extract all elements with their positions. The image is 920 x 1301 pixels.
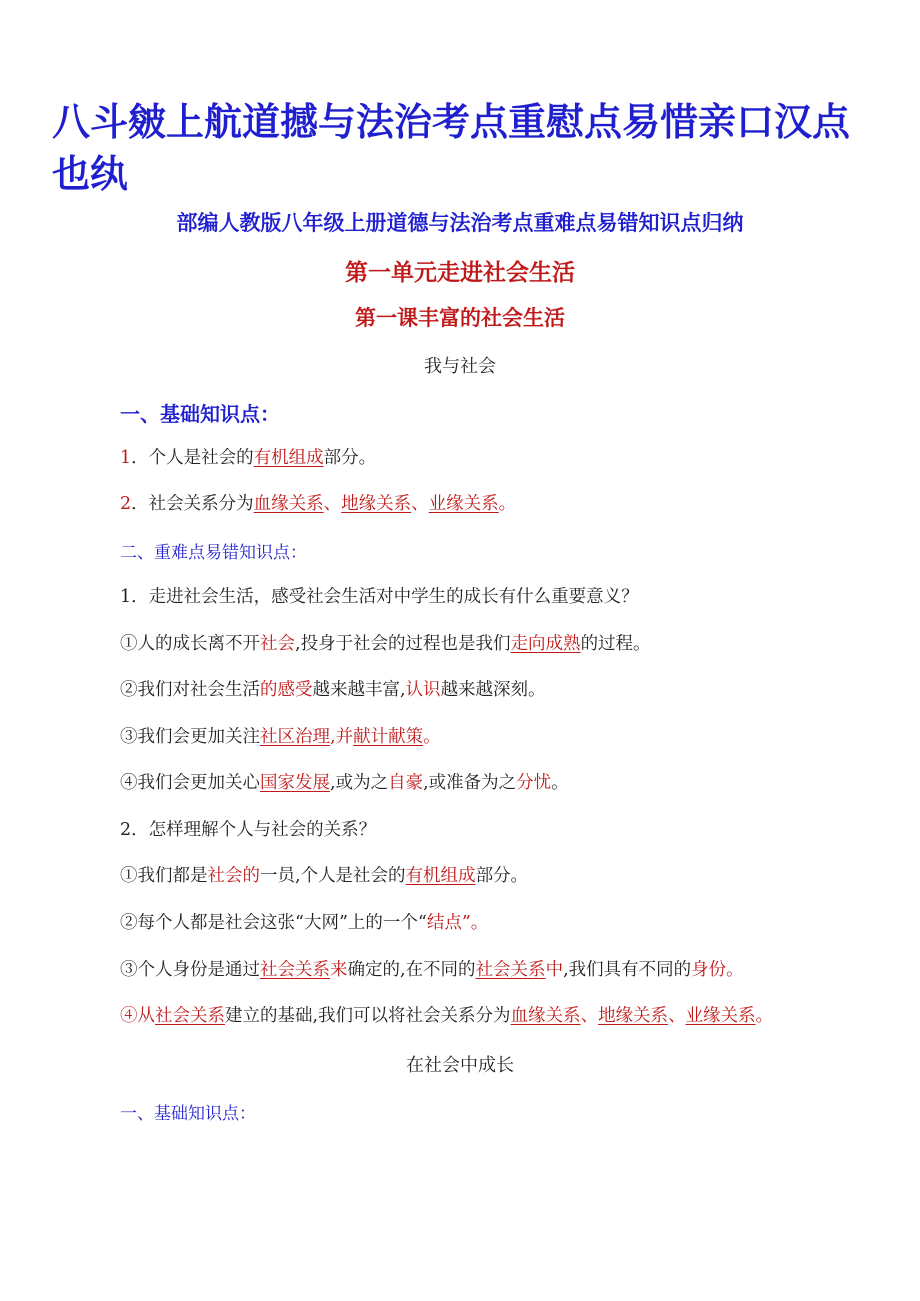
answer-1c: ③我们会更加关注社区治理,并献计献策。 (120, 727, 441, 747)
basic-knowledge-heading-2: 一、基础知识点： (120, 1104, 256, 1124)
basic-point-2: 2．社会关系分为血缘关系、地缘关系、业缘关系。 (120, 494, 517, 514)
answer-2c: ③个人身份是通过社会关系来确定的,在不同的社会关系中,我们具有不同的身份。 (120, 960, 744, 980)
question-2: 2．怎样理解个人与社会的关系？ (120, 820, 377, 840)
answer-1d: ④我们会更加关心国家发展,或为之自豪,或准备为之分忧。 (120, 773, 569, 793)
question-1: 1．走进社会生活，感受社会生活对中学生的成长有什么重要意义？ (120, 587, 639, 607)
answer-1a: ①人的成长离不开社会,投身于社会的过程也是我们走向成熟的过程。 (120, 634, 651, 654)
document-title: 部编人教版八年级上册道德与法治考点重难点易错知识点归纳 (176, 211, 744, 235)
lesson-title: 第一课丰富的社会生活 (355, 306, 565, 330)
basic-knowledge-heading: 一、基础知识点： (120, 402, 280, 426)
unit-title: 第一单元走进社会生活 (345, 260, 575, 286)
answer-2a: ①我们都是社会的一员,个人是社会的有机组成部分。 (120, 866, 529, 886)
hard-points-heading: 二、重难点易错知识点： (120, 543, 307, 563)
basic-point-1: 1．个人是社会的有机组成部分。 (120, 448, 377, 468)
point-number: 2 (120, 494, 132, 514)
garbled-title: 八斗皴上航道撼与法治考点重慰点易惜亲口汉点也纨 (52, 100, 851, 196)
answer-2d: ④从社会关系建立的基础,我们可以将社会关系分为血缘关系、地缘关系、业缘关系。 (120, 1006, 774, 1026)
point-number: 1 (120, 448, 132, 468)
section-title-me-and-society: 我与社会 (424, 356, 496, 377)
answer-2b: ②每个人都是社会这张“大网”上的一个“结点”。 (120, 913, 489, 933)
section-title-growing-in-society: 在社会中成长 (406, 1055, 514, 1076)
answer-1b: ②我们对社会生活的感受越来越丰富,认识越来越深刻。 (120, 680, 546, 700)
